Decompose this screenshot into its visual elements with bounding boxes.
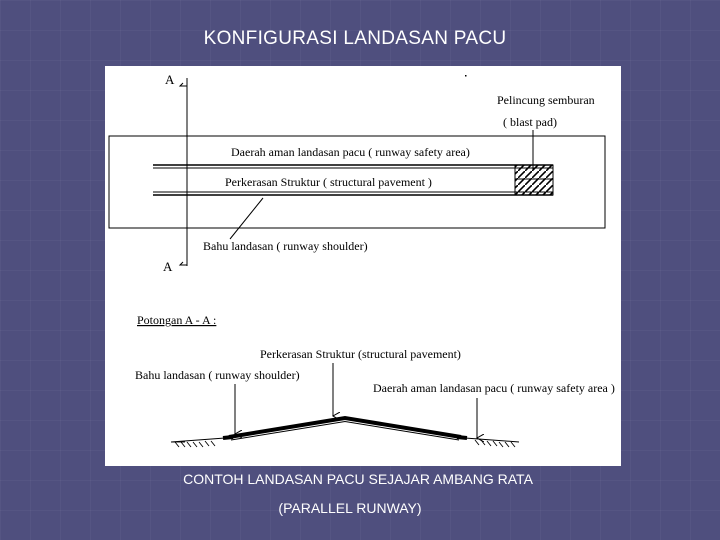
runway-diagram bbox=[105, 66, 621, 466]
section-mark-top: A bbox=[165, 72, 175, 87]
plan-pavement-label: Perkerasan Struktur ( structural pavement ) bbox=[225, 175, 432, 189]
blast-pad-label-1: Pelincung semburan bbox=[497, 93, 595, 107]
slide-title: KONFIGURASI LANDASAN PACU bbox=[203, 28, 507, 49]
plan-safety-area-label: Daerah aman landasan pacu ( runway safety area) bbox=[231, 145, 470, 159]
blast-pad-label-2: ( blast pad) bbox=[503, 115, 557, 129]
section-heading: Potongan A - A : bbox=[137, 313, 217, 327]
caption-line-2: (PARALLEL RUNWAY) bbox=[278, 500, 422, 516]
cross-section-profile bbox=[171, 418, 519, 442]
section-cut-line bbox=[180, 78, 187, 266]
caption-line-1: CONTOH LANDASAN PACU SEJAJAR AMBANG RATA bbox=[183, 471, 533, 487]
section-safety-area-label: Daerah aman landasan pacu ( runway safety area ) bbox=[373, 381, 615, 395]
ground-hatch bbox=[171, 440, 515, 447]
plan-shoulder-label: Bahu landasan ( runway shoulder) bbox=[203, 239, 368, 253]
section-mark-bottom: A bbox=[163, 259, 173, 274]
blast-pad bbox=[515, 165, 553, 195]
shoulder-leader bbox=[230, 198, 263, 239]
section-shoulder-label: Bahu landasan ( runway shoulder) bbox=[135, 368, 300, 382]
section-pavement-label: Perkerasan Struktur (structural pavement) bbox=[260, 347, 461, 361]
